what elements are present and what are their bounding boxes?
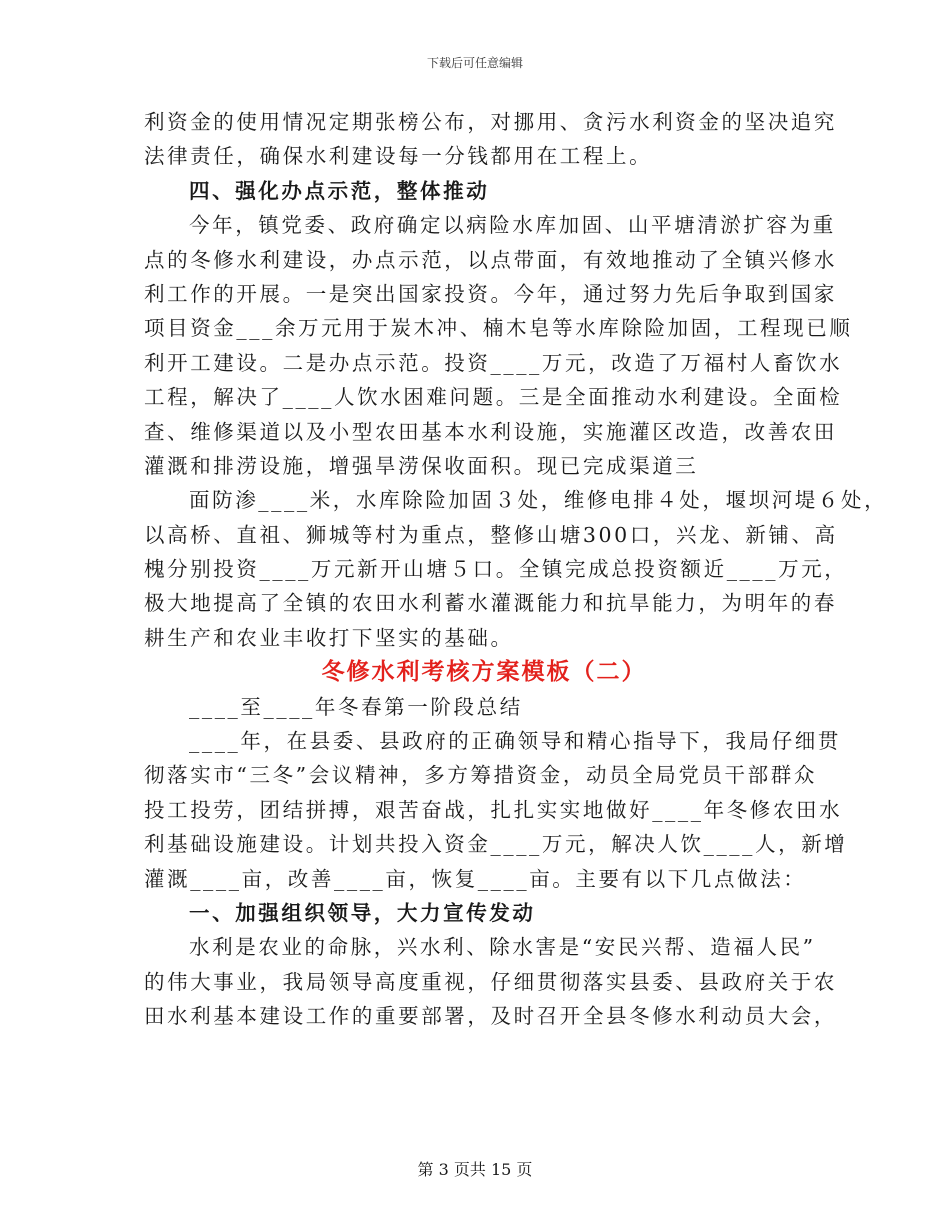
paragraph-line: 投工投劳，团结拼搏，艰苦奋战，扎扎实实地做好____年冬修农田水 [144, 797, 843, 822]
paragraph-line: 今年，镇党委、政府确定以病险水库加固、山平塘清淤扩容为重 [189, 213, 836, 238]
document-subtitle: ____至____年冬春第一阶段总结 [189, 694, 523, 719]
paragraph-line: 灌溉和排涝设施，增强旱涝保收面积。现已完成渠道三 [144, 453, 699, 478]
paragraph-line: 利资金的使用情况定期张榜公布，对挪用、贪污水利资金的坚决追究 [144, 110, 837, 134]
paragraph-line: 田水利基本建设工作的重要部署，及时召开全县冬修水利动员大会， [144, 1004, 837, 1029]
paragraph-line: 极大地提高了全镇的农田水利蓄水灌溉能力和抗旱能力，为明年的春 [144, 591, 837, 616]
paragraph-line: 水利是农业的命脉，兴水利、除水害是“安民兴帮、造福人民” [189, 935, 816, 960]
paragraph-line: 点的冬修水利建设，办点示范，以点带面，有效地推动了全镇兴修水 [144, 247, 837, 272]
paragraph-line: 槐分别投资____万元新开山塘５口。全镇完成总投资额近____万元， [144, 557, 848, 582]
section-heading-4: 四、强化办点示范，整体推动 [189, 178, 490, 203]
paragraph-line: 耕生产和农业丰收打下坚实的基础。 [144, 625, 514, 650]
document-body [144, 105, 888, 1034]
paragraph-line: 工程，解决了____人饮水困难问题。三是全面推动水利建设。全面检 [144, 385, 843, 410]
paragraph-line: 利工作的开展。一是突出国家投资。今年，通过努力先后争取到国家 [144, 281, 837, 306]
paragraph-line: 利基础设施建设。计划共投入资金____万元，解决人饮____人，新增 [144, 832, 848, 857]
paragraph-line: 以高桥、直祖、狮城等村为重点，整修山塘300口，兴龙、新铺、高 [144, 522, 838, 547]
page-header: 下载后可任意编辑 [426, 56, 523, 70]
paragraph-line: 利开工建设。二是办点示范。投资____万元，改造了万福村人畜饮水 [144, 350, 843, 375]
paragraph-line: 的伟大事业，我局领导高度重视，仔细贯彻落实县委、县政府关于农 [144, 969, 837, 994]
document-title: 冬修水利考核方案模板（二） [321, 658, 647, 686]
paragraph-line: 项目资金___余万元用于炭木冲、楠木皂等水库除险加固，工程现已顺 [144, 316, 853, 341]
paragraph-line: 法律责任，确保水利建设每一分钱都用在工程上。 [144, 144, 653, 169]
paragraph-line: 彻落实市“三冬”会议精神，多方筹措资金，动员全局党员干部群众 [144, 763, 817, 788]
paragraph-line: 面防渗____米，水库除险加固３处，维修电排４处，堰坝河堤６处， [189, 488, 888, 513]
paragraph-line: 灌溉____亩，改善____亩，恢复____亩。主要有以下几点做法： [144, 866, 807, 891]
section-heading-1: 一、加强组织领导，大力宣传发动 [189, 900, 536, 925]
paragraph-line: 查、维修渠道以及小型农田基本水利设施，实施灌区改造，改善农田 [144, 419, 837, 444]
paragraph-line: ____年，在县委、县政府的正确领导和精心指导下，我局仔细贯 [189, 729, 841, 754]
page-number: 第 3 页共 15 页 [417, 1160, 533, 1179]
